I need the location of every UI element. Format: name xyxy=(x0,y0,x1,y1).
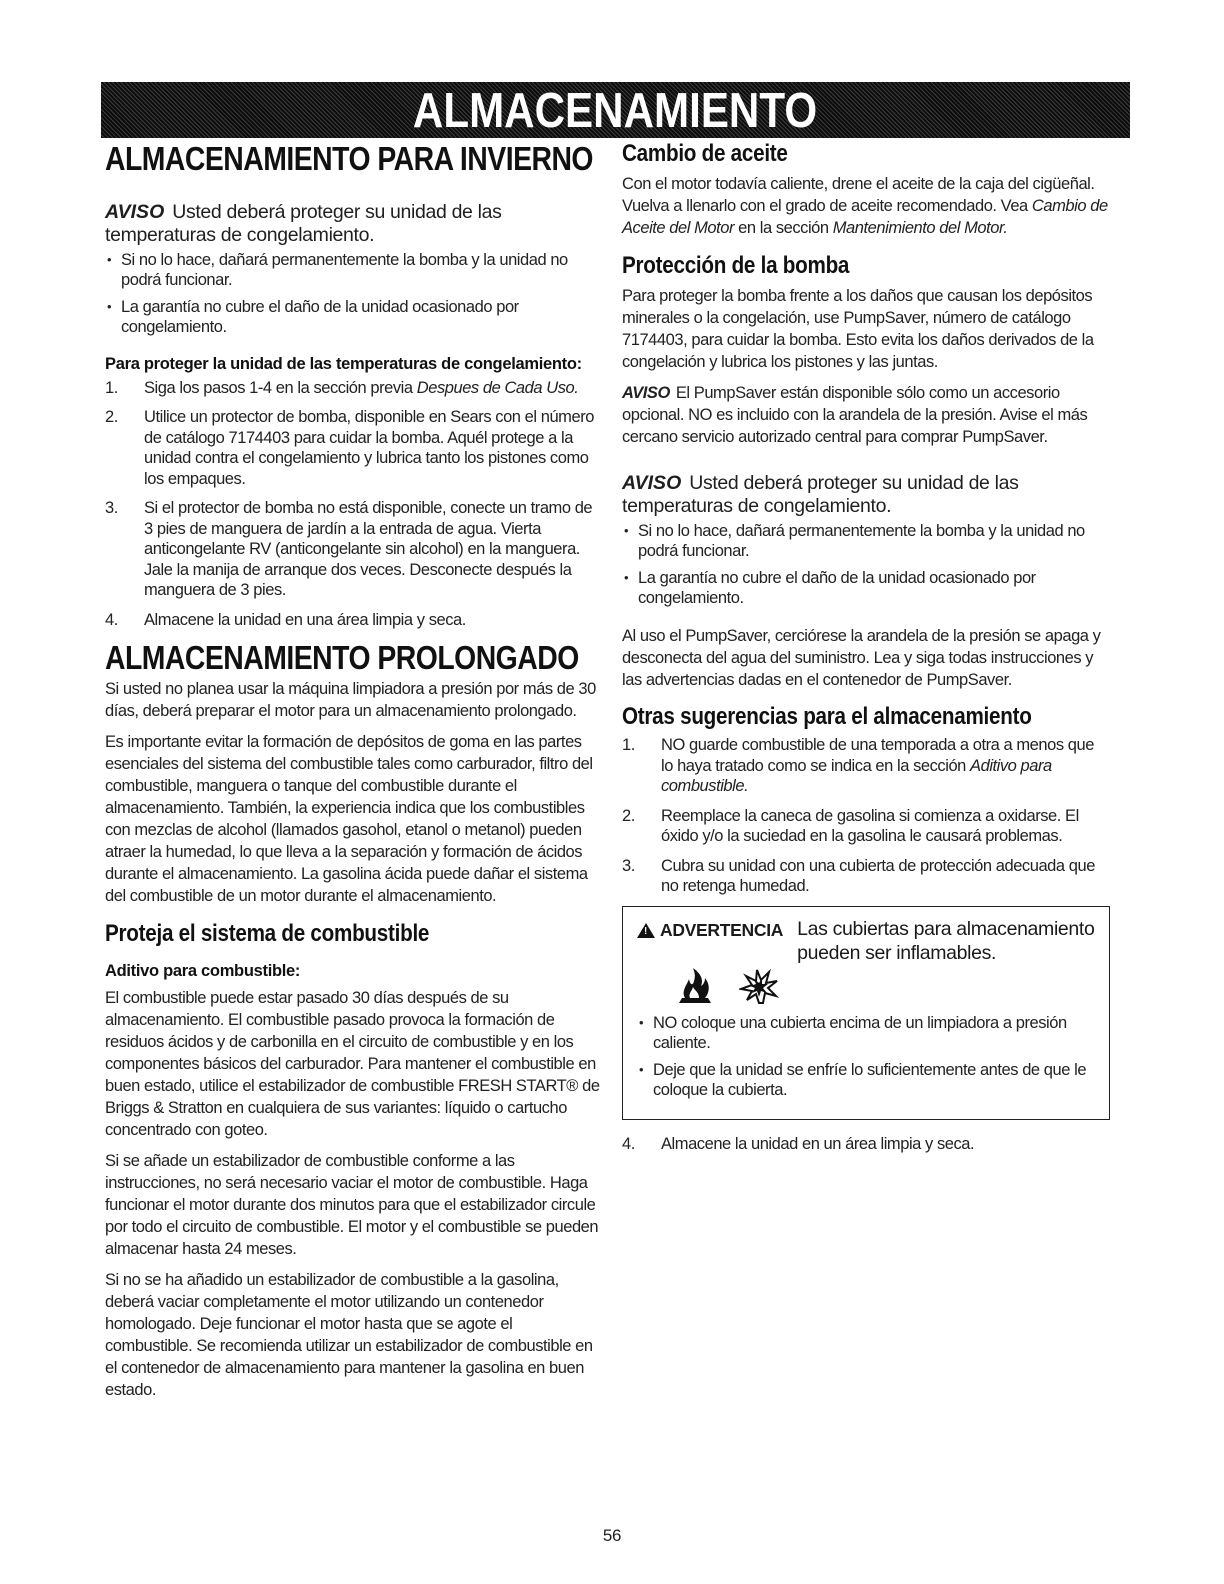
step-number: 4. xyxy=(622,1134,635,1153)
step-number: 1. xyxy=(622,736,635,755)
fuel-paragraph-2: Si se añade un estabilizador de combustible conforme a las instrucciones, no será necesario vaciar el motor de combustible. Haga funcionar el motor durante dos minutos para que el estabilizador circule por todo el circuito de combustible. El motor y el combustible se pueden almacenar hasta 24 meses. xyxy=(105,1152,599,1259)
freeze-aviso xyxy=(622,472,1110,518)
list-item xyxy=(622,1134,1110,1155)
step-number: 4. xyxy=(105,610,118,629)
fire-hazard-icon xyxy=(675,967,715,1005)
oil-text: Con el motor todavía caliente, drene el aceite de la caja del cigüeñal. Vuelva a llenarlo con el grado de aceite recomendado. Vea xyxy=(622,174,1095,215)
winter-storage-title: ALMACENAMIENTO PARA INVIERNO xyxy=(105,140,593,177)
warning-box xyxy=(622,906,1110,1120)
left-column xyxy=(105,140,600,1401)
oil-change-paragraph xyxy=(622,173,1110,239)
step-number: 2. xyxy=(105,408,118,427)
warning-header xyxy=(637,917,1097,965)
other-suggestions-title: Otras sugerencias para el almacenamiento xyxy=(622,702,1032,730)
aviso-label: AVISO xyxy=(105,200,165,223)
step-number: 1. xyxy=(105,378,118,397)
pump-protection-title: Protección de la bomba xyxy=(622,251,850,279)
warning-text: Las cubiertas para almacenamiento pueden ser inflamables. xyxy=(797,917,1095,964)
list-item: • Deje que la unidad se enfríe lo suficientemente antes de que le coloque la cubierta. xyxy=(637,1060,1097,1101)
aviso-text: Usted deberá proteger su unidad de las temperaturas de congelamiento. xyxy=(105,200,502,246)
pump-paragraph: Para proteger la bomba frente a los daños que causan los depósitos minerales o la congelación, use PumpSaver, número de catálogo 7174403, para cuidar la bomba. Esto evita los daños derivados de la congelación y lubrica los pistones y las juntas. xyxy=(622,286,1094,371)
aviso-text: Usted deberá proteger su unidad de las temperaturas de congelamiento. xyxy=(622,471,1019,517)
list-item xyxy=(622,856,1110,897)
oil-ref-1: Cambio de Aceite del Motor xyxy=(622,196,1108,237)
list-item: • Si no lo hace, dañará permanentemente la bomba y la unidad no podrá funcionar. xyxy=(622,521,1110,562)
step-text: Si el protector de bomba no está disponible, conecte un tramo de 3 pies de manguera de jardín a la entrada de agua. Vierta anticongelante RV (anticongelante sin alcohol) en la manguera. Jale la manija de arranque dos veces. Desconecte después la manguera de 3 pies. xyxy=(144,499,593,600)
winter-aviso xyxy=(105,201,600,247)
oil-change-title: Cambio de aceite xyxy=(622,140,788,167)
fuel-paragraph-3: Si no se ha añadido un estabilizador de combustible a la gasolina, deberá vaciar completamente el motor utilizando un contenedor homologado. Deje funcionar el motor hasta que se agote el combustible. Se recomienda utilizar un estabilizador de combustible en el contenedor de almacenamiento para mantener la gasolina en buen estado. xyxy=(105,1271,593,1400)
oil-text: en la sección xyxy=(734,218,833,237)
list-item xyxy=(105,610,600,631)
winter-bullets xyxy=(105,250,600,338)
warning-label-text: ADVERTENCIA xyxy=(660,919,784,940)
step-text: Siga los pasos 1-4 en la sección previa xyxy=(144,378,417,397)
list-item xyxy=(105,378,600,399)
fuel-paragraph-1: El combustible puede estar pasado 30 días después de su almacenamiento. El combustible pasado provoca la formación de residuos ácidos y de carbonilla en el circuito de combustible y en los componentes básicos del carburador. Para mantener el combustible en buen estado, utilice el estabilizador de combustible FRESH START® de Briggs & Stratton en cualquiera de sus variantes: líquido o cartucho concentrado con goteo. xyxy=(105,989,600,1140)
aviso-text: El PumpSaver están disponible sólo como un accesorio opcional. NO es incluido con la arandela de la presión. Avise el más cercano servicio autorizado central para comprar PumpSaver. xyxy=(622,383,1088,446)
pumpsaver-paragraph: Al uso el PumpSaver, cerciórese la arandela de la presión se apaga y desconecta del agua del suministro. Lea y siga todas instrucciones y las advertencias dadas en el contenedor de PumpSaver. xyxy=(622,626,1101,689)
prolonged-paragraph-2: Es importante evitar la formación de depósitos de goma en las partes esenciales del sistema del combustible tales como carburador, filtro del combustible, manguera o tanque del combustible durante el almacenamiento. También, la experiencia indica que los combustibles con mezclas de alcohol (llamados gasohol, etanol o metanol) pueden atraer la humedad, lo que lleva a la separación y formación de ácidos durante el almacenamiento. La gasolina ácida puede dañar el sistema del combustible de un motor durante el almacenamiento. xyxy=(105,733,593,906)
list-item: • La garantía no cubre el daño de la unidad ocasionado por congelamiento. xyxy=(105,297,600,338)
list-item xyxy=(622,806,1110,847)
pump-aviso xyxy=(622,382,1110,448)
aviso-label: AVISO xyxy=(622,383,670,402)
winter-steps xyxy=(105,378,600,631)
step-number: 2. xyxy=(622,806,635,825)
aviso-label: AVISO xyxy=(622,471,682,494)
hazard-icons xyxy=(675,967,1097,1005)
step-number: 3. xyxy=(622,856,635,875)
other-steps-continued xyxy=(622,1134,1110,1155)
warning-label xyxy=(637,920,783,941)
step-text: Reemplace la caneca de gasolina si comienza a oxidarse. El óxido y/o la suciedad en la gasolina le causará problemas. xyxy=(661,806,1079,846)
step-ref: Despues de Cada Uso. xyxy=(416,378,579,397)
prolonged-paragraph-1: Si usted no planea usar la máquina limpiadora a presión por más de 30 días, deberá preparar el motor para un almacenamiento prolongado. xyxy=(105,680,596,721)
step-text: NO guarde combustible de una temporada a otra a menos que lo haya tratado como se indica en la sección xyxy=(661,736,1094,775)
right-column xyxy=(622,140,1110,1163)
fuel-additive-subheading: Aditivo para combustible: xyxy=(105,962,301,981)
freeze-bullets xyxy=(622,521,1110,609)
list-item xyxy=(105,407,600,489)
winter-subheading: Para proteger la unidad de las temperaturas de congelamiento: xyxy=(105,354,582,373)
explosion-hazard-icon xyxy=(739,967,779,1005)
step-text: Utilice un protector de bomba, disponible en Sears con el número de catálogo 7174403 para cuidar la bomba. Aquél protege a la unidad contra el congelamiento y lubrica tanto los pistones como los empaques. xyxy=(144,408,594,488)
step-text: Cubra su unidad con una cubierta de protección adecuada que no retenga humedad. xyxy=(661,856,1095,896)
step-number: 3. xyxy=(105,499,118,518)
oil-ref-2: Mantenimiento del Motor. xyxy=(832,218,1008,237)
fuel-system-title: Proteja el sistema de combustible xyxy=(105,920,430,948)
warning-triangle-icon xyxy=(637,923,655,938)
list-item xyxy=(105,498,600,601)
list-item: • NO coloque una cubierta encima de un limpiadora a presión caliente. xyxy=(637,1013,1097,1054)
warning-bullets xyxy=(637,1013,1097,1101)
other-steps xyxy=(622,735,1110,897)
step-text: Almacene la unidad en una área limpia y seca. xyxy=(144,610,466,629)
step-text: Almacene la unidad en un área limpia y seca. xyxy=(661,1134,975,1153)
list-item: • La garantía no cubre el daño de la unidad ocasionado por congelamiento. xyxy=(622,568,1110,609)
list-item xyxy=(622,735,1110,797)
page-number: 56 xyxy=(602,1526,622,1545)
step-ref: Aditivo para combustible. xyxy=(661,756,1052,796)
prolonged-storage-title: ALMACENAMIENTO PROLONGADO xyxy=(105,639,579,677)
list-item: • Si no lo hace, dañará permanentemente la bomba y la unidad no podrá funcionar. xyxy=(105,250,600,291)
section-banner xyxy=(101,82,1130,138)
banner-title: ALMACENAMIENTO xyxy=(413,83,818,138)
